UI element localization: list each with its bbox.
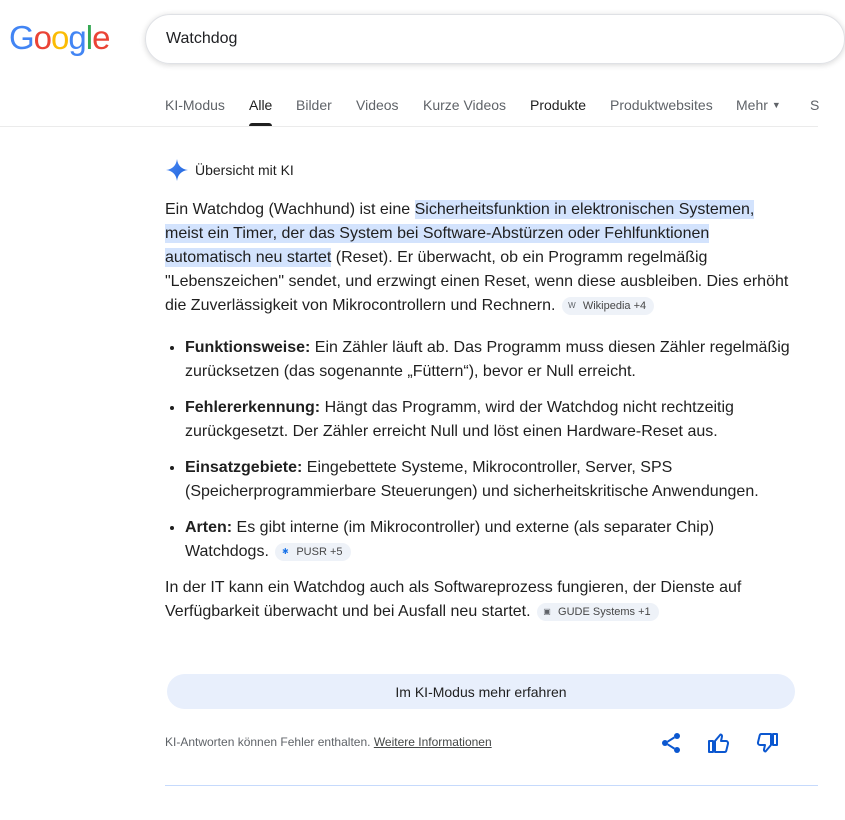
logo-letter: g (68, 19, 86, 56)
tab-videos[interactable] (356, 92, 399, 126)
thumbs-up-icon[interactable] (707, 731, 731, 755)
gude-icon: ▣ (543, 607, 551, 616)
ai-disclaimer (165, 735, 492, 749)
chip-label: PUSR +5 (296, 546, 343, 558)
list-item (185, 516, 795, 564)
ki-modus-more-button[interactable]: Im KI-Modus mehr erfahren (167, 674, 795, 709)
bottom-divider (165, 785, 818, 786)
tab-label: Alle (249, 97, 273, 113)
list-item (185, 456, 795, 504)
tab-produktwebsites[interactable] (610, 92, 713, 126)
tab-bilder[interactable] (296, 92, 332, 126)
tabs-divider (0, 126, 818, 127)
source-chip-gude[interactable] (537, 603, 659, 621)
tab-more-partial[interactable] (810, 92, 819, 126)
bullet-text: Es gibt interne (im Mikrocontroller) und externe (als separater Chip) Watchdogs. (185, 519, 715, 560)
ai-overview-title: Übersicht mit KI (195, 162, 294, 178)
disclaimer-text: KI-Antworten können Fehler enthalten. (165, 735, 371, 749)
ai-overview-header (165, 158, 294, 182)
outro-text: In der IT kann ein Watchdog auch als Softwareprozess fungieren, der Dienste auf Verfügbarkeit überwacht und bei Ausfall neu startet. (165, 579, 742, 620)
google-logo[interactable] (9, 18, 109, 58)
logo-letter: G (9, 19, 34, 56)
share-icon[interactable] (659, 731, 683, 755)
source-chip-wikipedia[interactable] (562, 297, 654, 315)
list-item (185, 396, 795, 444)
bullet-text: Hängt das Programm, wird der Watchdog nicht rechtzeitig zurückgesetzt. Der Zähler erreicht Null und löst einen Hardware-Reset aus. (185, 399, 734, 440)
bullet-list (165, 336, 795, 564)
bullet-term: Arten: (185, 519, 233, 536)
search-box[interactable] (145, 14, 845, 64)
outro-paragraph (165, 576, 795, 624)
tab-alle[interactable] (249, 92, 272, 126)
intro-text-continued: (Reset). Er überwacht, ob ein Programm regelmäßig "Lebenszeichen" sendet, und erzwingt einen Reset, wenn diese ausbleiben. Dies erhöht die Zuverlässigkeit von Mikrocontrollern und Rechnern. (165, 249, 789, 314)
logo-letter: o (33, 19, 52, 56)
tab-label: Produktwebsites (610, 97, 713, 113)
bullet-term: Fehlererkennung: (185, 399, 321, 416)
wikipedia-icon: W (568, 301, 576, 310)
intro-text: Ein Watchdog (Wachhund) ist eine (165, 201, 415, 218)
bullet-text: Eingebettete Systeme, Mikrocontroller, Server, SPS (Speicherprogrammierbare Steuerungen) und sicherheitskritische Anwendungen. (185, 459, 759, 500)
bullet-term: Funktionsweise: (185, 339, 311, 356)
tab-ki-modus[interactable] (165, 92, 225, 126)
search-input[interactable] (166, 15, 806, 63)
tab-label: Bilder (296, 97, 332, 113)
source-chip-pusr[interactable] (275, 543, 350, 561)
tab-mehr[interactable] (736, 92, 781, 126)
tab-label: KI-Modus (165, 97, 225, 113)
chip-label: Wikipedia +4 (582, 300, 647, 312)
logo-letter: o (51, 19, 69, 56)
bullet-text: Ein Zähler läuft ab. Das Programm muss diesen Zähler regelmäßig zurücksetzen (das sogenannte „Füttern“), bevor er Null erreicht. (185, 339, 790, 380)
tab-label: Videos (356, 97, 399, 113)
more-info-link[interactable]: Weitere Informationen (373, 735, 492, 749)
list-item (185, 336, 795, 384)
tab-label: Kurze Videos (423, 97, 507, 113)
tab-kurze-videos[interactable] (423, 92, 506, 126)
tab-produkte[interactable] (530, 92, 586, 126)
tab-label: S (810, 97, 820, 113)
caret-down-icon: ▼ (771, 100, 781, 110)
logo-letter: e (92, 19, 110, 56)
logo-letter: l (85, 19, 93, 56)
highlighted-text: Sicherheitsfunktion in elektronischen Systemen, meist ein Timer, der das System bei Software-Abstürzen oder Fehlfunktionen automatisch neu startet (165, 201, 755, 266)
thumbs-down-icon[interactable] (755, 731, 779, 755)
tab-label: Produkte (530, 97, 587, 113)
ai-sparkle-icon (165, 158, 189, 182)
tab-label: Mehr (736, 97, 768, 113)
ai-overview-content (165, 198, 795, 624)
pusr-icon: ✱ (281, 547, 289, 556)
bullet-term: Einsatzgebiete: (185, 459, 303, 476)
intro-paragraph (165, 198, 795, 318)
chip-label: GUDE Systems +1 (558, 606, 651, 618)
